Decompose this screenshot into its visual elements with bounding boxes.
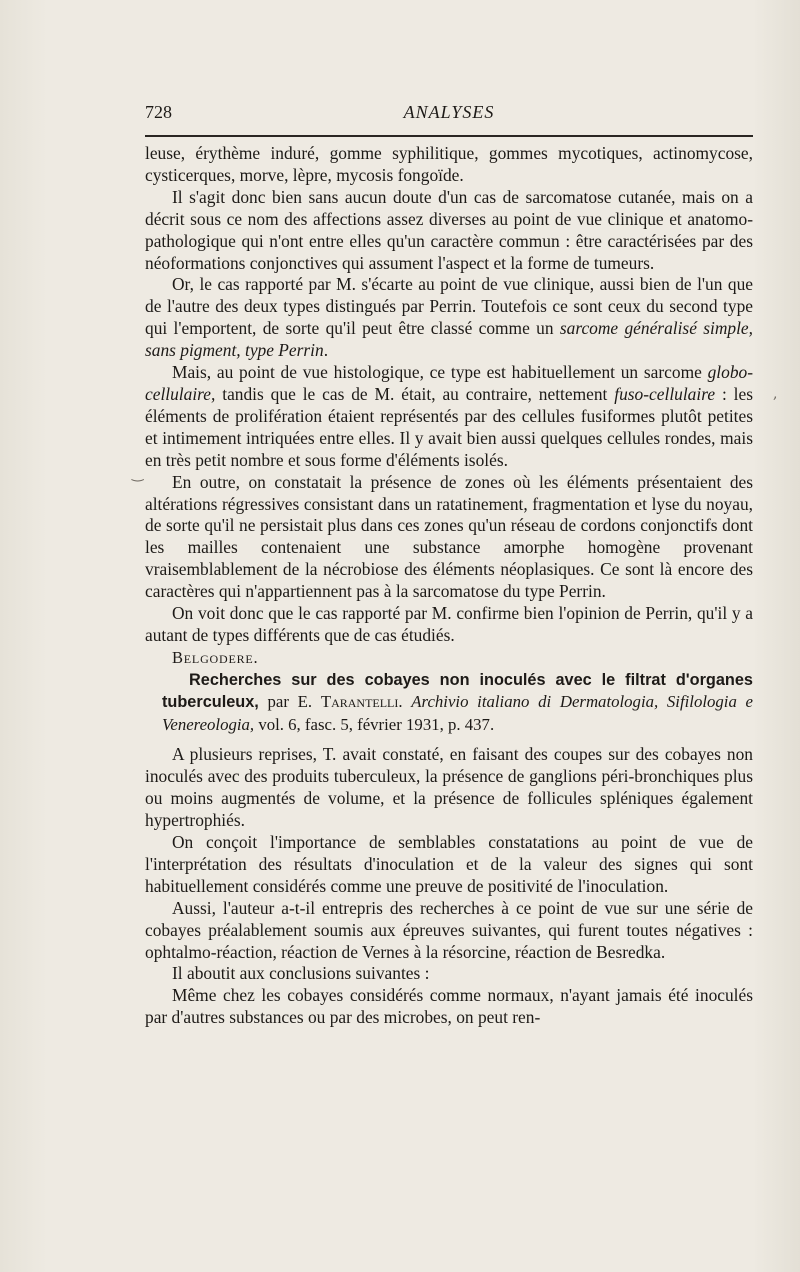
paragraph: Aussi, l'auteur a-t-il entrepris des recherches à ce point de vue sur une série de cobayes préalablement soumis aux épreuves suivantes, qui furent toutes négatives : ophtalmo-réaction, réaction de Vernes à la résorcine, réaction de Besredka. bbox=[145, 897, 753, 962]
text-run: Mais, au point de vue histologique, ce type est habituellement un sarcome bbox=[172, 362, 708, 383]
text-run: : les éléments de prolifération étaient représentés par des cellules fusiformes plutôt petites et intimement intriquées entre elles. Il y avait bien aussi quelques cellules rondes, mais en très petit nombre et sous forme d'éléments isolés. bbox=[145, 383, 753, 470]
citation: vol. 6, fasc. 5, février 1931, p. 437. bbox=[254, 714, 495, 734]
body-text bbox=[145, 143, 753, 1029]
text-run: tandis que le cas de M. était, au contraire, nettement bbox=[215, 383, 615, 404]
paragraph: On conçoit l'importance de semblables constatations au point de vue de l'interprétation des résultats d'inoculation et de la valeur des signes qui sont habituellement considérés comme une preuve de positivité de l'inoculation. bbox=[145, 831, 753, 896]
text-run: par E. bbox=[258, 692, 321, 712]
paragraph: Il aboutit aux conclusions suivantes : bbox=[172, 963, 430, 984]
header-rule bbox=[145, 135, 753, 137]
article-author: Tarantelli bbox=[320, 692, 399, 712]
italic-run: globo-cellulaire, bbox=[145, 362, 753, 404]
paragraph: A plusieurs reprises, T. avait constaté, en faisant des coupes sur des cobayes non inoculés avec des produits tuberculeux, la présence de ganglions péri-bronchiques plus ou moins augmentés de volume, et la présence de follicules spléniques également hypertrophiés. bbox=[145, 744, 753, 831]
article-title: Recherches sur des cobayes non inoculés avec le filtrat d'organes tuberculeux, bbox=[162, 670, 753, 712]
signature: Belgodere. bbox=[172, 647, 259, 667]
paragraph: leuse, érythème induré, gomme syphilitique, gommes mycotiques, actinomycose, cysticerques, morve, lèpre, mycosis fongoïde. bbox=[145, 143, 753, 185]
article-heading bbox=[145, 669, 753, 736]
journal-name: Archivio italiano di Dermatologia, Sifilologia e Venereologia, bbox=[162, 692, 753, 734]
paragraph bbox=[145, 362, 753, 472]
text-run: . bbox=[398, 692, 412, 712]
margin-mark: ‿ bbox=[132, 466, 144, 482]
paragraph: Même chez les cobayes considérés comme normaux, n'ayant jamais été inoculés par d'autres substances ou par des microbes, on peut ren- bbox=[145, 985, 753, 1028]
page-number: 728 bbox=[145, 102, 172, 122]
margin-mark: , bbox=[773, 386, 778, 402]
paragraph: Il s'agit donc bien sans aucun doute d'un cas de sarcomatose cutanée, mais on a décrit sous ce nom des affections assez diverses au point de vue clinique et anatomo-pathologique qui n'ont entre elles qu'un caractère commun : être caractérisées par des néoformations conjonctives qui assument l'aspect et la forme de tumeurs. bbox=[145, 186, 753, 273]
italic-run: sarcome généralisé simple, sans pigment, type Perrin bbox=[145, 318, 753, 361]
paragraph: En outre, on constatait la présence de zones où les éléments présentaient des altérations régressives consistant dans un ratatinement, fragmentation et lyse du noyau, de sorte qu'il ne persistait plus dans ces zones qu'un réseau de cordons conjonctifs dont les mailles contenaient une substance amorphe homogène provenant vraisemblablement de la nécrobiose des éléments néoplasiques. Ce sont là encore des caractères qui n'appartiennent pas à la sarcomatose du type Perrin. bbox=[145, 471, 753, 602]
italic-run: fuso-cellulaire bbox=[614, 383, 716, 404]
running-head: ANALYSES bbox=[403, 102, 495, 122]
page-header bbox=[145, 102, 753, 128]
article-body bbox=[145, 744, 753, 1029]
paragraph bbox=[145, 274, 753, 362]
text-run: . bbox=[323, 340, 329, 361]
paragraph: On voit donc que le cas rapporté par M. confirme bien l'opinion de Perrin, qu'il y a autant de types différents que de cas étudiés. bbox=[145, 603, 753, 645]
text-run: Or, le cas rapporté par M. s'écarte au point de vue clinique, aussi bien de l'un que de l'autre des deux types distingués par Perrin. Toutefois ce sont ceux du second type qui l'emportent, de sorte qu'il peut être classé comme un bbox=[145, 274, 753, 339]
